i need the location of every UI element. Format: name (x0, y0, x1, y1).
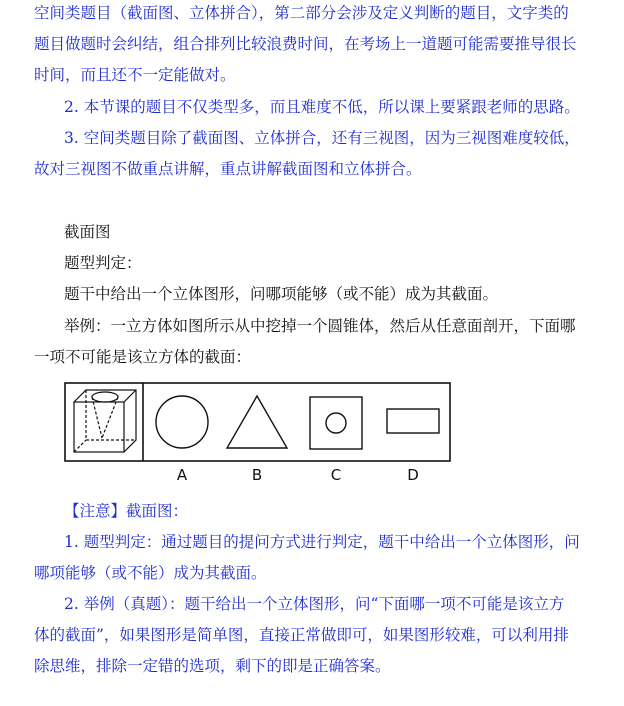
cube-with-cone-icon (74, 390, 136, 452)
option-label-b: B (251, 466, 263, 484)
cross-section-figure (64, 382, 452, 488)
option-c-square-circle-icon (310, 397, 362, 449)
section-rule: 题干中给出一个立体图形，问哪项能够（或不能）成为其截面。 (64, 285, 499, 303)
note-line-1: 空间类题目（截面图、立体拼合），第二部分会涉及定义判断的题目，文字类的 (34, 4, 569, 22)
note-line-5: 3. 空间类题目除了截面图、立体拼合，还有三视图，因为三视图难度较低， (64, 129, 580, 147)
note-line-2: 题目做题时会纠结，组合排列比较浪费时间，在考场上一道题可能需要推导很长 (34, 35, 577, 53)
attention-line-3: 2. 举例（真题）：题干给出一个立体图形，问“下面哪一项不可能是该立方 (64, 595, 565, 613)
figure-frame (65, 383, 450, 461)
attention-heading: 【注意】截面图： (64, 502, 189, 520)
attention-line-2: 哪项能够（或不能）成为其截面。 (34, 564, 267, 582)
option-label-d: D (407, 466, 419, 484)
example-line-2: 一项不可能是该立方体的截面： (34, 348, 252, 366)
note-line-4: 2. 本节课的题目不仅类型多，而且难度不低，所以课上要紧跟老师的思路。 (64, 98, 580, 116)
section-title: 截面图 (64, 223, 111, 241)
attention-line-5: 除思维，排除一定错的选项，剩下的即是正确答案。 (34, 657, 391, 675)
section-label: 题型判定： (64, 254, 142, 272)
note-line-6: 故对三视图不做重点讲解，重点讲解截面图和立体拼合。 (34, 160, 422, 178)
note-line-3: 时间，而且还不一定能做对。 (34, 66, 236, 84)
option-b-triangle-icon (227, 396, 287, 448)
figure-svg (64, 382, 452, 466)
attention-line-4: 体的截面”，如果图形是简单图，直接正常做即可，如果图形较难，可以利用排 (34, 626, 569, 644)
example-line-1: 举例：一立方体如图所示从中挖掉一个圆锥体，然后从任意面剖开，下面哪 (64, 317, 576, 335)
attention-line-1: 1. 题型判定：通过题目的提问方式进行判定，题干中给出一个立体图形，问 (64, 533, 580, 551)
option-d-rectangle-icon (387, 409, 439, 433)
option-label-c: C (330, 466, 342, 484)
option-a-circle-icon (156, 396, 208, 448)
option-label-a: A (176, 466, 188, 484)
